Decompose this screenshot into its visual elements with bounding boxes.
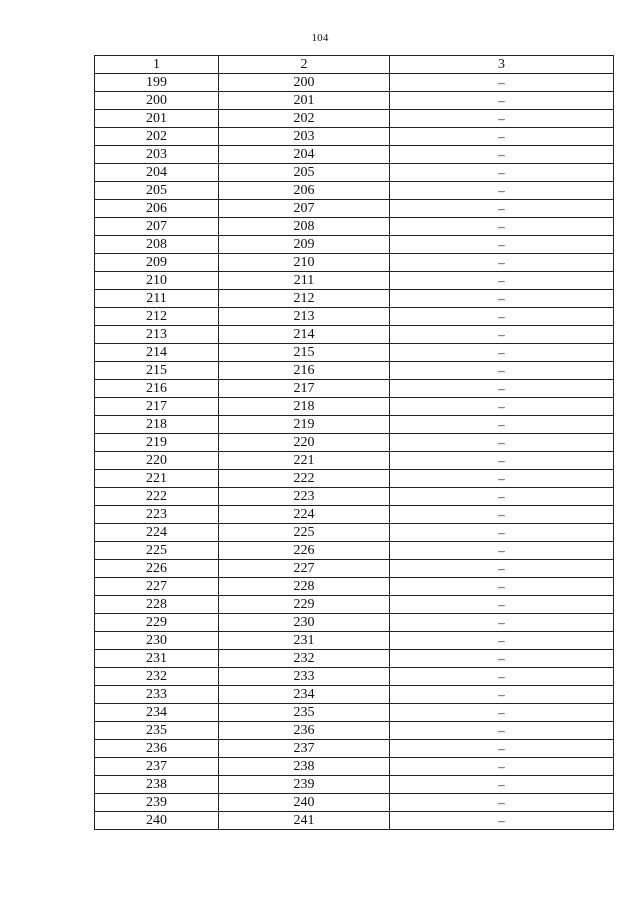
table-cell-col-1: 221 bbox=[95, 470, 219, 488]
table-cell-col-2: 222 bbox=[219, 470, 390, 488]
table-cell-col-2: 213 bbox=[219, 308, 390, 326]
table-cell-col-1: 218 bbox=[95, 416, 219, 434]
table-row bbox=[95, 290, 614, 308]
table-cell-col-3: – bbox=[390, 704, 614, 722]
table-row bbox=[95, 74, 614, 92]
table-cell-col-2: 233 bbox=[219, 668, 390, 686]
table-cell-col-3: – bbox=[390, 164, 614, 182]
table-row bbox=[95, 794, 614, 812]
table-cell-col-1: 227 bbox=[95, 578, 219, 596]
table-cell-col-3: – bbox=[390, 308, 614, 326]
table-cell-col-3: – bbox=[390, 452, 614, 470]
table-row bbox=[95, 686, 614, 704]
table-cell-col-1: 212 bbox=[95, 308, 219, 326]
table-cell-col-1: 207 bbox=[95, 218, 219, 236]
table-cell-col-3: – bbox=[390, 236, 614, 254]
table-cell-col-2: 204 bbox=[219, 146, 390, 164]
table-row bbox=[95, 254, 614, 272]
table-cell-col-1: 222 bbox=[95, 488, 219, 506]
table-cell-col-3: – bbox=[390, 812, 614, 830]
table-cell-col-1: 199 bbox=[95, 74, 219, 92]
table-cell-col-2: 223 bbox=[219, 488, 390, 506]
table-cell-col-1: 202 bbox=[95, 128, 219, 146]
table-row bbox=[95, 812, 614, 830]
table-cell-col-3: – bbox=[390, 416, 614, 434]
table-cell-col-1: 234 bbox=[95, 704, 219, 722]
table-cell-col-3: – bbox=[390, 758, 614, 776]
table-row bbox=[95, 182, 614, 200]
table-cell-col-3: – bbox=[390, 380, 614, 398]
table-cell-col-2: 231 bbox=[219, 632, 390, 650]
table-row bbox=[95, 632, 614, 650]
table-body bbox=[95, 74, 614, 830]
data-table bbox=[94, 55, 614, 830]
table-cell-col-1: 215 bbox=[95, 362, 219, 380]
table-cell-col-2: 225 bbox=[219, 524, 390, 542]
table-cell-col-3: – bbox=[390, 596, 614, 614]
table-cell-col-3: – bbox=[390, 794, 614, 812]
table-cell-col-2: 235 bbox=[219, 704, 390, 722]
table-cell-col-2: 219 bbox=[219, 416, 390, 434]
table-row bbox=[95, 704, 614, 722]
table-cell-col-1: 229 bbox=[95, 614, 219, 632]
table-cell-col-1: 210 bbox=[95, 272, 219, 290]
table-cell-col-3: – bbox=[390, 200, 614, 218]
table-cell-col-1: 231 bbox=[95, 650, 219, 668]
table-cell-col-3: – bbox=[390, 344, 614, 362]
table-row bbox=[95, 524, 614, 542]
table-cell-col-1: 237 bbox=[95, 758, 219, 776]
table-cell-col-2: 216 bbox=[219, 362, 390, 380]
table-cell-col-1: 213 bbox=[95, 326, 219, 344]
column-header-1: 1 bbox=[95, 56, 219, 74]
table-row bbox=[95, 722, 614, 740]
page-number: 104 bbox=[311, 32, 329, 44]
table-cell-col-1: 219 bbox=[95, 434, 219, 452]
table-cell-col-3: – bbox=[390, 110, 614, 128]
table-row bbox=[95, 92, 614, 110]
table-row bbox=[95, 542, 614, 560]
table-row bbox=[95, 326, 614, 344]
table-row bbox=[95, 272, 614, 290]
table-row bbox=[95, 596, 614, 614]
table-cell-col-2: 212 bbox=[219, 290, 390, 308]
table-row bbox=[95, 776, 614, 794]
table-cell-col-2: 238 bbox=[219, 758, 390, 776]
table-cell-col-2: 205 bbox=[219, 164, 390, 182]
table-cell-col-1: 209 bbox=[95, 254, 219, 272]
column-header-3: 3 bbox=[390, 56, 614, 74]
table-cell-col-3: – bbox=[390, 578, 614, 596]
table-cell-col-2: 220 bbox=[219, 434, 390, 452]
table-cell-col-2: 217 bbox=[219, 380, 390, 398]
table-cell-col-3: – bbox=[390, 182, 614, 200]
table-cell-col-2: 215 bbox=[219, 344, 390, 362]
table-cell-col-3: – bbox=[390, 272, 614, 290]
table-cell-col-1: 228 bbox=[95, 596, 219, 614]
table-row bbox=[95, 614, 614, 632]
table-row bbox=[95, 308, 614, 326]
table-cell-col-2: 210 bbox=[219, 254, 390, 272]
table-cell-col-1: 238 bbox=[95, 776, 219, 794]
table-cell-col-3: – bbox=[390, 776, 614, 794]
table-cell-col-1: 214 bbox=[95, 344, 219, 362]
table-cell-col-3: – bbox=[390, 668, 614, 686]
table-cell-col-1: 201 bbox=[95, 110, 219, 128]
table-cell-col-2: 241 bbox=[219, 812, 390, 830]
table-cell-col-1: 200 bbox=[95, 92, 219, 110]
table-cell-col-3: – bbox=[390, 686, 614, 704]
table-cell-col-2: 221 bbox=[219, 452, 390, 470]
table-row bbox=[95, 452, 614, 470]
table-cell-col-1: 220 bbox=[95, 452, 219, 470]
table-cell-col-3: – bbox=[390, 614, 614, 632]
table-cell-col-2: 228 bbox=[219, 578, 390, 596]
table-cell-col-1: 226 bbox=[95, 560, 219, 578]
table-cell-col-1: 223 bbox=[95, 506, 219, 524]
table-cell-col-1: 205 bbox=[95, 182, 219, 200]
table-cell-col-1: 225 bbox=[95, 542, 219, 560]
table-cell-col-3: – bbox=[390, 542, 614, 560]
table-cell-col-3: – bbox=[390, 470, 614, 488]
table-cell-col-3: – bbox=[390, 632, 614, 650]
table-cell-col-3: – bbox=[390, 128, 614, 146]
table-cell-col-3: – bbox=[390, 398, 614, 416]
table-row bbox=[95, 146, 614, 164]
table-cell-col-1: 216 bbox=[95, 380, 219, 398]
table-row bbox=[95, 668, 614, 686]
table-cell-col-2: 226 bbox=[219, 542, 390, 560]
table-cell-col-3: – bbox=[390, 740, 614, 758]
table-cell-col-2: 200 bbox=[219, 74, 390, 92]
table-cell-col-1: 239 bbox=[95, 794, 219, 812]
table-cell-col-3: – bbox=[390, 74, 614, 92]
table-cell-col-2: 224 bbox=[219, 506, 390, 524]
table-row bbox=[95, 434, 614, 452]
table-cell-col-1: 217 bbox=[95, 398, 219, 416]
table-header bbox=[95, 56, 614, 74]
table-cell-col-2: 227 bbox=[219, 560, 390, 578]
table-cell-col-2: 234 bbox=[219, 686, 390, 704]
table-row bbox=[95, 560, 614, 578]
table-cell-col-3: – bbox=[390, 92, 614, 110]
table-cell-col-3: – bbox=[390, 326, 614, 344]
table-cell-col-1: 230 bbox=[95, 632, 219, 650]
table-row bbox=[95, 740, 614, 758]
table-row bbox=[95, 470, 614, 488]
table-row bbox=[95, 110, 614, 128]
table-cell-col-2: 208 bbox=[219, 218, 390, 236]
table-row bbox=[95, 398, 614, 416]
table-cell-col-1: 203 bbox=[95, 146, 219, 164]
table-cell-col-1: 224 bbox=[95, 524, 219, 542]
table-row bbox=[95, 380, 614, 398]
table-row bbox=[95, 236, 614, 254]
table-cell-col-1: 236 bbox=[95, 740, 219, 758]
table-cell-col-1: 232 bbox=[95, 668, 219, 686]
table-cell-col-3: – bbox=[390, 254, 614, 272]
table-row bbox=[95, 578, 614, 596]
table-cell-col-3: – bbox=[390, 488, 614, 506]
table-cell-col-1: 235 bbox=[95, 722, 219, 740]
table-cell-col-3: – bbox=[390, 362, 614, 380]
table-row bbox=[95, 200, 614, 218]
table-cell-col-2: 218 bbox=[219, 398, 390, 416]
table-cell-col-2: 240 bbox=[219, 794, 390, 812]
table-cell-col-2: 201 bbox=[219, 92, 390, 110]
table-cell-col-2: 239 bbox=[219, 776, 390, 794]
table-cell-col-3: – bbox=[390, 560, 614, 578]
table-row bbox=[95, 650, 614, 668]
column-header-2: 2 bbox=[219, 56, 390, 74]
table-cell-col-1: 204 bbox=[95, 164, 219, 182]
table-cell-col-3: – bbox=[390, 218, 614, 236]
table-row bbox=[95, 362, 614, 380]
table-cell-col-1: 240 bbox=[95, 812, 219, 830]
table-cell-col-2: 236 bbox=[219, 722, 390, 740]
table-cell-col-2: 214 bbox=[219, 326, 390, 344]
table-cell-col-1: 208 bbox=[95, 236, 219, 254]
table-cell-col-2: 202 bbox=[219, 110, 390, 128]
table-cell-col-2: 206 bbox=[219, 182, 390, 200]
table-cell-col-3: – bbox=[390, 650, 614, 668]
table-row bbox=[95, 164, 614, 182]
table-cell-col-1: 206 bbox=[95, 200, 219, 218]
table-cell-col-2: 237 bbox=[219, 740, 390, 758]
header-row bbox=[95, 56, 614, 74]
table-row bbox=[95, 488, 614, 506]
table-row bbox=[95, 758, 614, 776]
table-cell-col-3: – bbox=[390, 146, 614, 164]
table-cell-col-3: – bbox=[390, 506, 614, 524]
table-cell-col-2: 232 bbox=[219, 650, 390, 668]
table-row bbox=[95, 128, 614, 146]
table-cell-col-1: 233 bbox=[95, 686, 219, 704]
table-cell-col-2: 230 bbox=[219, 614, 390, 632]
table-cell-col-2: 229 bbox=[219, 596, 390, 614]
table-cell-col-2: 211 bbox=[219, 272, 390, 290]
table-cell-col-3: – bbox=[390, 722, 614, 740]
table-cell-col-1: 211 bbox=[95, 290, 219, 308]
table-row bbox=[95, 344, 614, 362]
table-cell-col-2: 203 bbox=[219, 128, 390, 146]
table-cell-col-3: – bbox=[390, 524, 614, 542]
table-cell-col-3: – bbox=[390, 434, 614, 452]
table-row bbox=[95, 416, 614, 434]
table-cell-col-3: – bbox=[390, 290, 614, 308]
table-cell-col-2: 207 bbox=[219, 200, 390, 218]
table-cell-col-2: 209 bbox=[219, 236, 390, 254]
table-row bbox=[95, 218, 614, 236]
table-row bbox=[95, 506, 614, 524]
